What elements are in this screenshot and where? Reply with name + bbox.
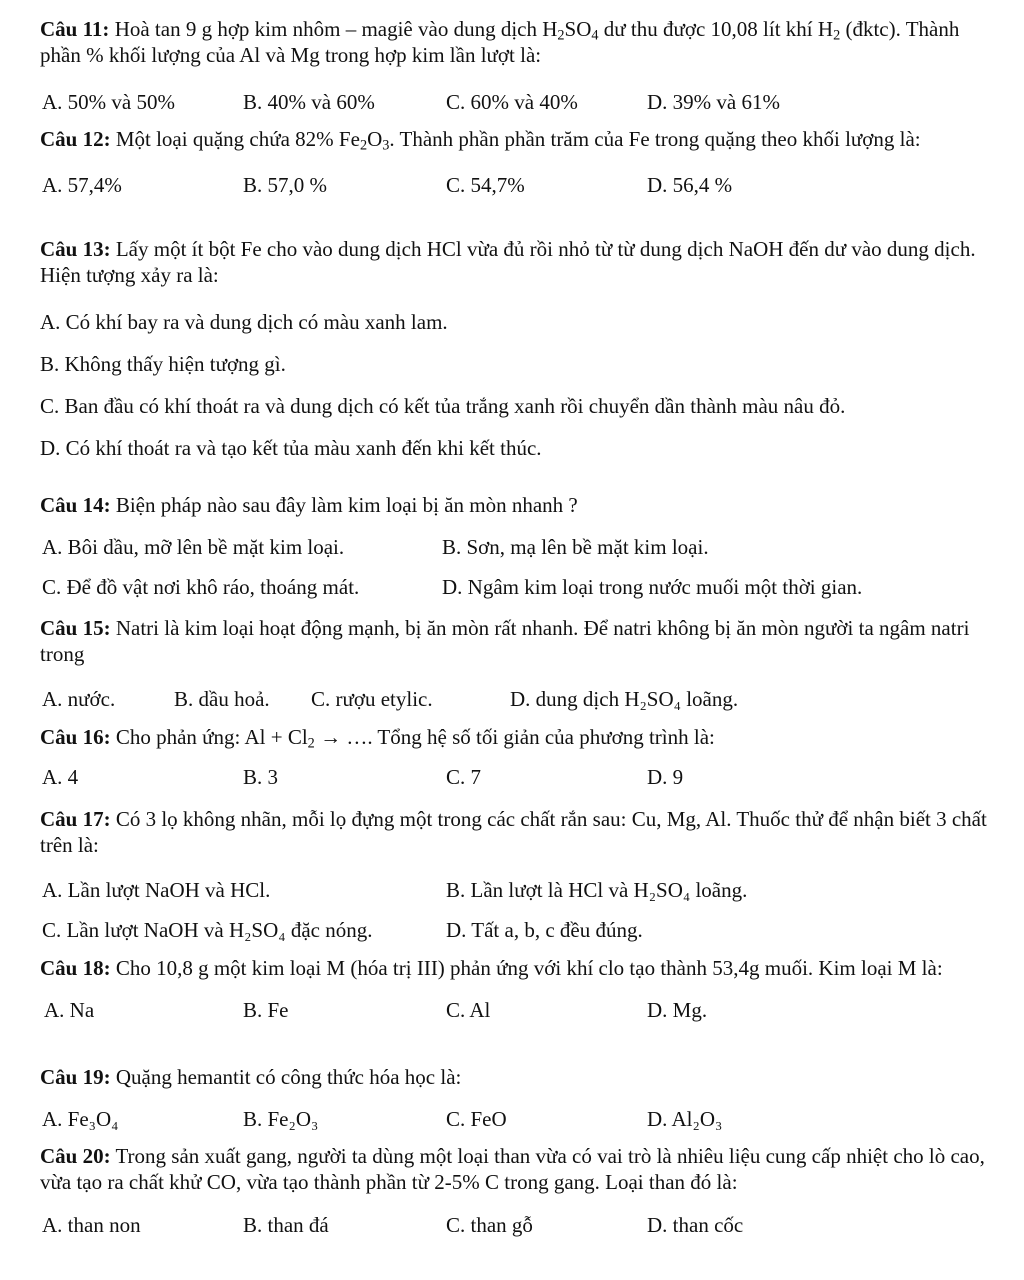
question-14-options-row-1: [40, 534, 990, 562]
question-15-options: [40, 686, 990, 714]
option-b[interactable]: B. 3: [243, 765, 279, 790]
option-c[interactable]: C. FeO: [446, 1107, 507, 1132]
question-14: [40, 492, 990, 602]
option-d[interactable]: D. 56,4 %: [647, 173, 733, 198]
question-label: Câu 16:: [40, 725, 111, 749]
option-a[interactable]: A. Lần lượt NaOH và HCl.: [42, 877, 271, 902]
question-16: [40, 724, 990, 792]
question-label: Câu 12:: [40, 127, 111, 151]
question-18-stem: Câu 18: Cho 10,8 g một kim loại M (hóa trị III) phản ứng với khí clo tạo thành 53,4g muối. Kim loại M là:: [40, 956, 943, 980]
question-label: Câu 18:: [40, 956, 111, 980]
question-label: Câu 14:: [40, 493, 111, 517]
question-15-stem: Câu 15: Natri là kim loại hoạt động mạnh, bị ăn mòn rất nhanh. Để natri không bị ăn mòn người ta ngâm natri trong: [40, 616, 970, 667]
question-11-options: [40, 89, 990, 117]
option-c[interactable]: C. 54,7%: [446, 173, 525, 198]
question-label: Câu 17:: [40, 807, 111, 831]
option-b[interactable]: B. 40% và 60%: [243, 89, 375, 114]
option-d[interactable]: D. Tất a, b, c đều đúng.: [446, 917, 643, 942]
option-b[interactable]: B. Fe: [243, 998, 289, 1023]
option-c[interactable]: C. Al: [446, 998, 491, 1023]
question-20-stem: Câu 20: Trong sản xuất gang, người ta dùng một loại than vừa có vai trò là nhiêu liệu cung cấp nhiệt cho lò cao, vừa tạo ra chất khử CO, vừa tạo thành phần từ 2-5% C trong gang. Loại than đó là:: [40, 1144, 985, 1195]
question-18: [40, 955, 990, 1025]
question-17: [40, 806, 990, 945]
option-d[interactable]: D. dung dịch H₂SO₄ loãng.: [510, 686, 739, 711]
option-c[interactable]: C. Lần lượt NaOH và H₂SO₄ đặc nóng.: [42, 917, 373, 942]
question-label: Câu 13:: [40, 237, 111, 261]
option-d[interactable]: D. 39% và 61%: [647, 89, 780, 114]
option-b[interactable]: B. Sơn, mạ lên bề mặt kim loại.: [442, 535, 709, 560]
question-label: Câu 19:: [40, 1065, 111, 1089]
question-11: [40, 16, 990, 117]
option-c[interactable]: C. 60% và 40%: [446, 89, 578, 114]
option-b[interactable]: B. Fe₂O₃: [243, 1107, 319, 1132]
option-a[interactable]: A. 50% và 50%: [42, 89, 175, 114]
question-13-stem: Câu 13: Lấy một ít bột Fe cho vào dung dịch HCl vừa đủ rồi nhỏ từ từ dung dịch NaOH đến dư vào dung dịch. Hiện tượng xảy ra là:: [40, 237, 976, 288]
option-c[interactable]: C. Ban đầu có khí thoát ra và dung dịch có kết tủa trắng xanh rồi chuyển dần thành màu nâu đỏ.: [40, 394, 846, 418]
option-c[interactable]: C. than gỗ: [446, 1212, 533, 1237]
option-d[interactable]: D. Ngâm kim loại trong nước muối một thời gian.: [442, 575, 863, 600]
question-11-stem: Câu 11: Hoà tan 9 g hợp kim nhôm – magiê vào dung dịch $H_2SO_4$ dư thu được 10,08 lít khí $H_2$ (đktc). Thành phần % khối lượng của Al và Mg trong hợp kim lần lượt là:: [40, 17, 960, 68]
option-a[interactable]: A. than non: [42, 1212, 141, 1237]
question-12-stem: Câu 12: Một loại quặng chứa 82% $Fe_2O_3$. Thành phần phần trăm của Fe trong quặng theo khối lượng là:: [40, 127, 921, 154]
question-20-options: [40, 1212, 990, 1240]
option-d[interactable]: D. than cốc: [647, 1212, 744, 1237]
option-a[interactable]: A. Fe₃O₄: [42, 1107, 119, 1132]
question-14-stem: Câu 14: Biện pháp nào sau đây làm kim loại bị ăn mòn nhanh ?: [40, 493, 578, 517]
question-18-options: [40, 997, 990, 1025]
option-a[interactable]: A. 4: [42, 765, 79, 790]
option-c[interactable]: C. 7: [446, 765, 482, 790]
question-19-stem: Câu 19: Quặng hemantit có công thức hóa học là:: [40, 1065, 462, 1089]
question-16-options: [40, 764, 990, 792]
question-14-options-row-2: [40, 574, 990, 602]
option-a[interactable]: A. Bôi dầu, mỡ lên bề mặt kim loại.: [42, 535, 345, 560]
option-b[interactable]: B. than đá: [243, 1212, 329, 1237]
question-17-stem: Câu 17: Có 3 lọ không nhãn, mỗi lọ đựng một trong các chất rắn sau: Cu, Mg, Al. Thuốc thử để nhận biết 3 chất trên là:: [40, 807, 987, 858]
question-16-stem: Câu 16: Cho phản ứng: $Al + Cl_2$ → …. Tổng hệ số tối giản của phương trình là:: [40, 725, 715, 752]
question-20: [40, 1143, 990, 1240]
question-label: Câu 11:: [40, 17, 110, 41]
option-d[interactable]: D. Al₂O₃: [647, 1107, 723, 1132]
option-a[interactable]: A. Có khí bay ra và dung dịch có màu xanh lam.: [40, 309, 448, 334]
option-a[interactable]: A. Na: [44, 998, 95, 1023]
option-b[interactable]: B. Không thấy hiện tượng gì.: [40, 351, 286, 376]
question-label: Câu 15:: [40, 616, 111, 640]
option-b[interactable]: B. 57,0 %: [243, 173, 327, 198]
question-19: [40, 1064, 990, 1134]
question-17-options-row-1: [40, 877, 990, 905]
option-a[interactable]: A. nước.: [42, 686, 116, 711]
option-b[interactable]: B. dầu hoả.: [174, 686, 270, 711]
option-d[interactable]: D. Có khí thoát ra và tạo kết tủa màu xanh đến khi kết thúc.: [40, 436, 542, 461]
question-13: [40, 236, 990, 462]
question-19-options: [40, 1106, 990, 1134]
question-label: Câu 20:: [40, 1144, 111, 1168]
option-b[interactable]: B. Lần lượt là HCl và H₂SO₄ loãng.: [446, 877, 748, 902]
option-d[interactable]: D. 9: [647, 765, 684, 790]
option-d[interactable]: D. Mg.: [647, 998, 708, 1023]
question-15: [40, 615, 990, 714]
option-a[interactable]: A. 57,4%: [42, 173, 122, 198]
question-12-options: [40, 172, 990, 200]
option-c[interactable]: C. Để đồ vật nơi khô ráo, thoáng mát.: [42, 575, 360, 600]
option-c[interactable]: C. rượu etylic.: [311, 686, 433, 711]
question-17-options-row-2: [40, 917, 990, 945]
question-12: [40, 126, 990, 200]
